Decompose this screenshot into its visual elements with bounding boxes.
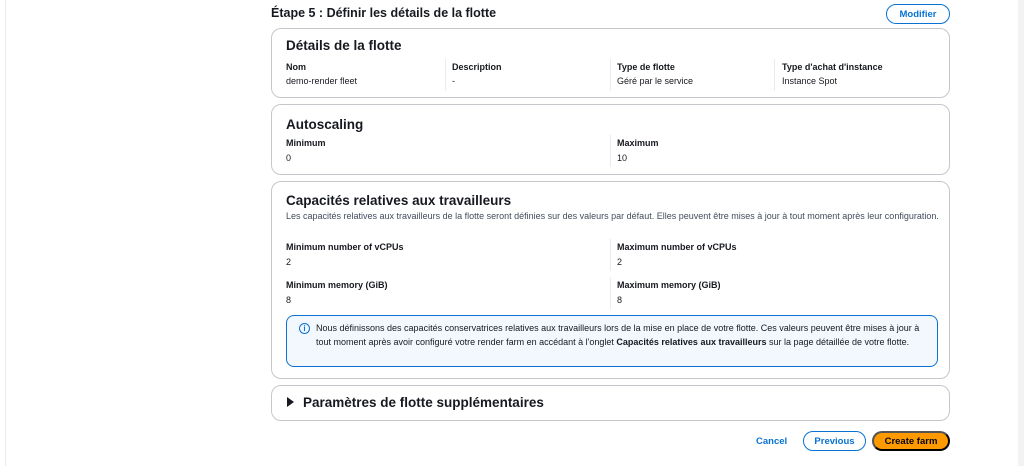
autoscaling-min-value: 0 xyxy=(286,153,292,163)
field-name-value: demo-render fleet xyxy=(286,76,358,86)
autoscaling-title: Autoscaling xyxy=(286,117,364,132)
field-purchase-type-label: Type d'achat d'instance xyxy=(782,62,883,72)
min-memory-value: 8 xyxy=(286,295,292,305)
step-title: Étape 5 : Définir les détails de la flotte xyxy=(271,6,497,20)
autoscaling-max-value: 10 xyxy=(617,153,628,163)
caret-right-icon[interactable] xyxy=(287,397,294,407)
additional-settings-title[interactable]: Paramètres de flotte supplémentaires xyxy=(303,395,544,410)
previous-button[interactable]: Previous xyxy=(803,431,866,451)
fleet-details-card xyxy=(271,28,950,98)
max-memory-label: Maximum memory (GiB) xyxy=(617,280,721,290)
additional-settings-expander[interactable] xyxy=(271,385,950,421)
autoscaling-max-label: Maximum xyxy=(617,138,659,148)
info-alert-bold-link: Capacités relatives aux travailleurs xyxy=(616,337,767,347)
divider xyxy=(774,59,775,91)
max-memory-value: 8 xyxy=(617,295,623,305)
worker-capabilities-description: Les capacités relatives aux travailleurs de la flotte seront définies sur des valeurs par défaut. Elles peuvent être mises à jour à tout moment après leur configuration. xyxy=(286,211,939,221)
create-farm-button[interactable]: Create farm xyxy=(872,431,950,451)
right-edge xyxy=(1018,0,1024,466)
divider xyxy=(610,135,611,167)
divider xyxy=(610,277,611,309)
info-alert-text: Nous définissons des capacités conservatrices relatives aux travailleurs lors de la mise en place de votre flotte. Ces valeurs peuvent être mises à jour à tout moment après avoir configuré votre render farm en accédant à l'onglet Capacités relatives aux travailleurs sur la page détaillée de votre flotte. xyxy=(316,323,920,347)
autoscaling-min-label: Minimum xyxy=(286,138,326,148)
modify-button[interactable]: Modifier xyxy=(886,4,950,24)
field-description-value: - xyxy=(452,76,455,86)
min-vcpu-label: Minimum number of vCPUs xyxy=(286,242,404,252)
field-name-label: Nom xyxy=(286,62,306,72)
worker-capabilities-card xyxy=(271,181,950,379)
cancel-button[interactable]: Cancel xyxy=(756,436,788,447)
min-memory-label: Minimum memory (GiB) xyxy=(286,280,388,290)
field-fleet-type-value: Géré par le service xyxy=(617,76,694,86)
info-icon: i xyxy=(299,323,310,334)
divider xyxy=(610,239,611,271)
max-vcpu-label: Maximum number of vCPUs xyxy=(617,242,737,252)
info-alert xyxy=(286,315,938,367)
worker-capabilities-title: Capacités relatives aux travailleurs xyxy=(286,193,512,208)
max-vcpu-value: 2 xyxy=(617,257,623,267)
field-description-label: Description xyxy=(452,62,502,72)
divider xyxy=(445,59,446,91)
min-vcpu-value: 2 xyxy=(286,257,292,267)
divider xyxy=(610,59,611,91)
autoscaling-card xyxy=(271,104,950,175)
field-purchase-type-value: Instance Spot xyxy=(782,76,838,86)
field-fleet-type-label: Type de flotte xyxy=(617,62,675,72)
fleet-details-title: Détails de la flotte xyxy=(286,38,402,53)
